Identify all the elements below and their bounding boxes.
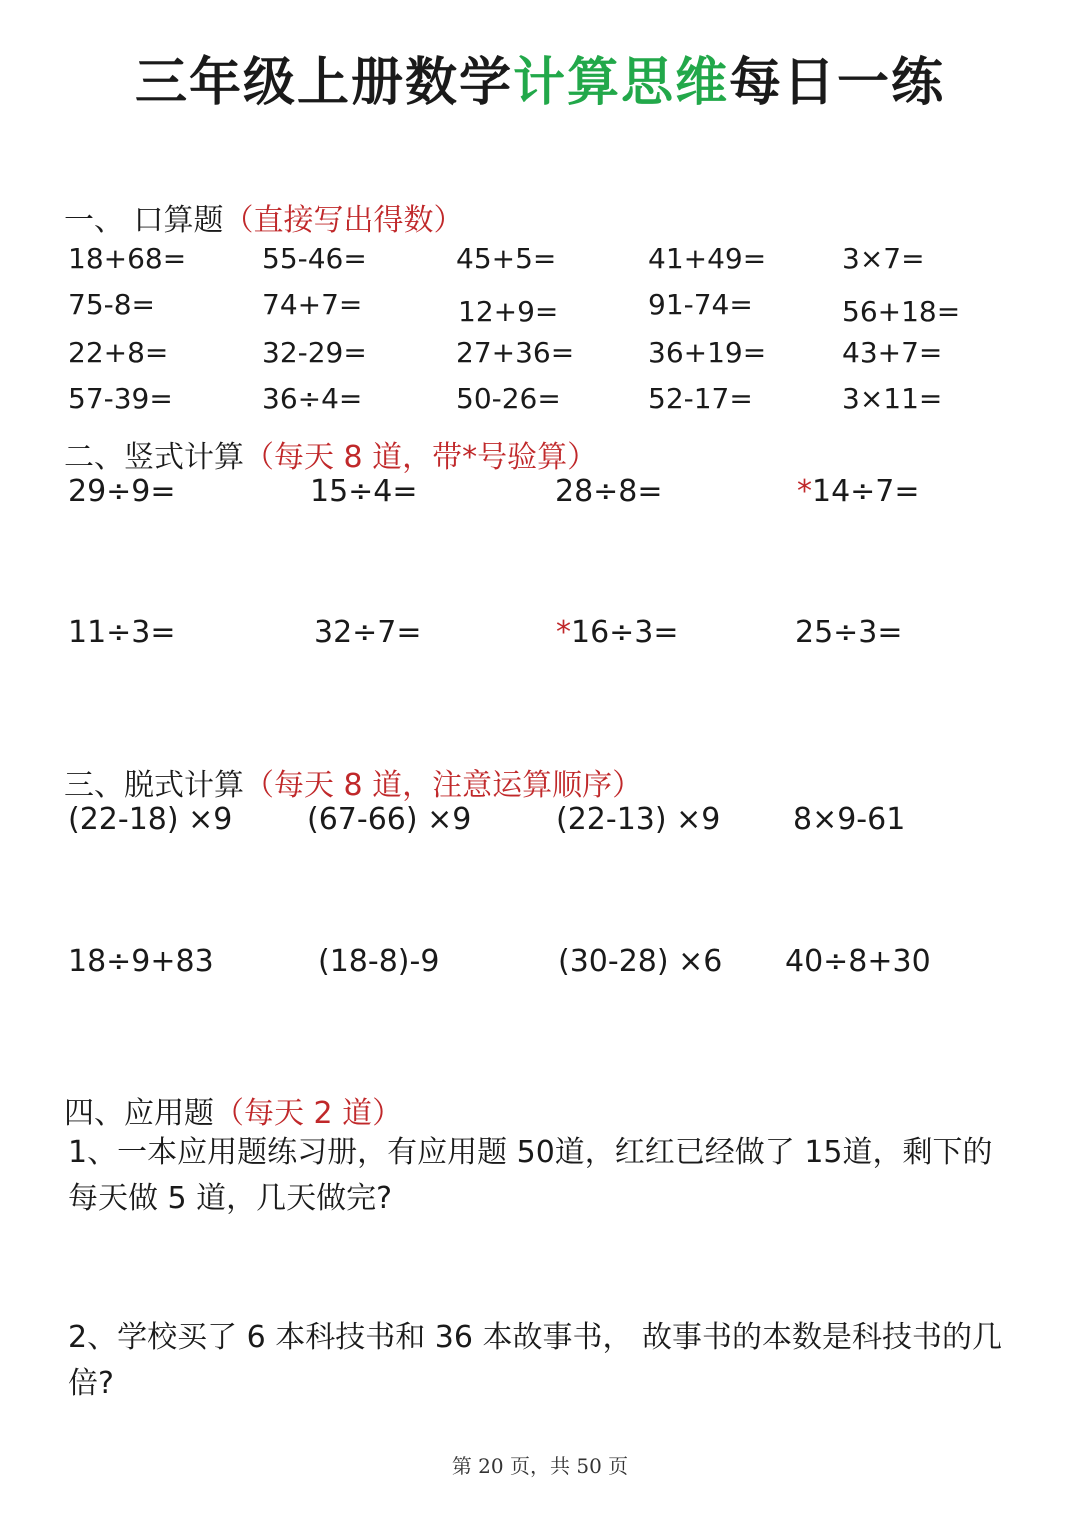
vertical-problem [795, 615, 903, 650]
stepwise-problem: (30-28) ×6 [558, 944, 723, 979]
check-star: * [556, 615, 571, 650]
section-oral-heading [64, 195, 464, 239]
vertical-problem [68, 615, 176, 650]
page-footer: 第 20 页，共 50 页 [451, 1454, 629, 1478]
oral-problem: 12+9= [458, 295, 559, 328]
section-label: 四、应用题 [64, 1096, 214, 1131]
stepwise-problem: 8×9-61 [793, 802, 906, 837]
expr: 14÷7= [812, 474, 920, 509]
expr: 32÷7= [314, 615, 422, 650]
vertical-problem [556, 615, 679, 650]
word-problem-1: 1、一本应用题练习册，有应用题 50道，红红已经做了 15道，剩下的每天做 5 道，几天做完? [68, 1135, 993, 1216]
section-label: 二、竖式计算 [64, 440, 244, 475]
oral-problem: 50-26= [456, 382, 561, 415]
stepwise-problem: 40÷8+30 [785, 944, 931, 979]
title-part-3: 每日一练 [729, 52, 946, 113]
oral-problem: 57-39= [68, 382, 173, 415]
stepwise-problem: 18÷9+83 [68, 944, 214, 979]
section-note: （直接写出得数） [223, 203, 464, 238]
oral-problem: 32-29= [262, 336, 367, 369]
oral-problem: 3×7= [842, 242, 925, 275]
vertical-problem [68, 474, 176, 509]
section-note: （每天 2 道） [214, 1096, 403, 1131]
section-vertical-heading [64, 432, 597, 476]
section-applied-heading [64, 1088, 402, 1132]
oral-problem: 27+36= [456, 336, 575, 369]
oral-problem: 18+68= [68, 242, 187, 275]
oral-problem: 43+7= [842, 336, 943, 369]
page-title [0, 40, 1080, 115]
expr: 29÷9= [68, 474, 176, 509]
word-problem-2: 2、学校买了 6 本科技书和 36 本故事书， 故事书的本数是科技书的几倍? [68, 1320, 1003, 1401]
check-star: * [797, 474, 812, 509]
expr: 16÷3= [571, 615, 679, 650]
section-note: （每天 8 道，注意运算顺序） [244, 768, 643, 803]
stepwise-problem: (22-13) ×9 [556, 802, 721, 837]
expr: 25÷3= [795, 615, 903, 650]
oral-problem: 41+49= [648, 242, 767, 275]
title-highlight: 计算思维 [512, 52, 729, 113]
vertical-problem [310, 474, 418, 509]
oral-problem: 74+7= [262, 288, 363, 321]
oral-problem: 36÷4= [262, 382, 363, 415]
expr: 28÷8= [555, 474, 663, 509]
section-label: 一、 口算题 [64, 203, 224, 238]
oral-problem: 52-17= [648, 382, 753, 415]
oral-problem: 3×11= [842, 382, 943, 415]
stepwise-problem: (67-66) ×9 [307, 802, 472, 837]
vertical-problem [314, 615, 422, 650]
oral-problem: 36+19= [648, 336, 767, 369]
title-part-1: 三年级上册数学 [134, 52, 513, 113]
oral-problem: 56+18= [842, 295, 961, 328]
expr: 11÷3= [68, 615, 176, 650]
vertical-problem [797, 474, 920, 509]
section-stepwise-heading [64, 760, 642, 804]
oral-problem: 55-46= [262, 242, 367, 275]
stepwise-problem: (18-8)-9 [318, 944, 440, 979]
oral-problem: 45+5= [456, 242, 557, 275]
oral-problem: 75-8= [68, 288, 156, 321]
section-label: 三、脱式计算 [64, 768, 244, 803]
oral-problem: 22+8= [68, 336, 169, 369]
oral-problem: 91-74= [648, 288, 753, 321]
vertical-problem [555, 474, 663, 509]
section-note: （每天 8 道，带*号验算） [244, 440, 598, 475]
stepwise-problem: (22-18) ×9 [68, 802, 233, 837]
expr: 15÷4= [310, 474, 418, 509]
